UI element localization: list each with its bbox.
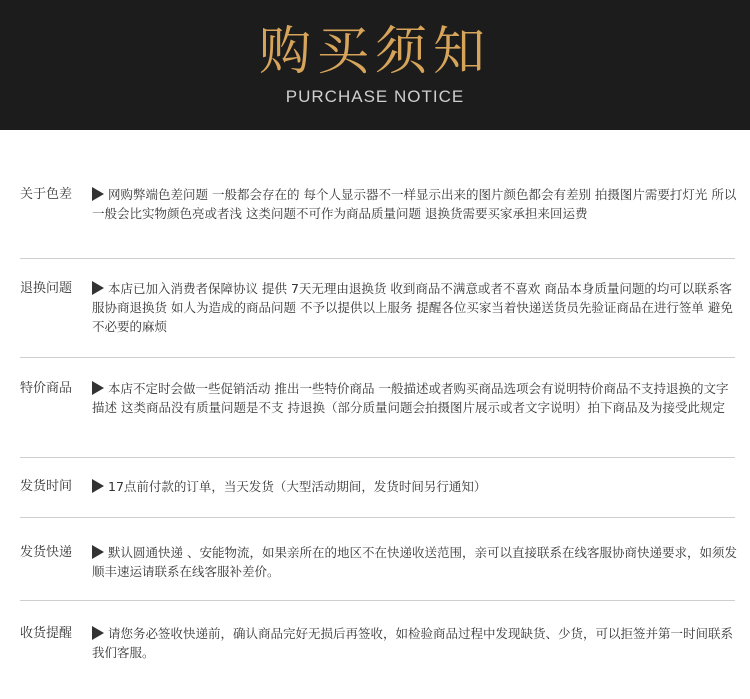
divider [20,258,735,259]
notice-text-block [92,477,738,496]
arrow-right-icon [92,281,104,295]
arrow-right-icon [92,545,104,559]
notice-label: 发货快递 [20,545,73,560]
notice-label: 退换问题 [20,281,73,296]
notice-text: 本店已加入消费者保障协议 提供 7天无理由退换货 收到商品不满意或者不喜欢 商品本身质量问题的均可以联系客服协商退换货 如人为造成的商品问题 不予以提供以上服务 提醒各位买家当着快递送货员先验证商品在进行签单 避免不必要的麻烦 [92,281,733,334]
notice-text-block [92,379,738,417]
arrow-right-icon [92,187,104,201]
divider [20,457,735,458]
arrow-right-icon [92,479,104,493]
page-title: 购买须知 [258,22,491,82]
page-subtitle: PURCHASE NOTICE [285,87,465,106]
notice-label: 收货提醒 [20,626,73,641]
arrow-right-icon [92,626,104,640]
notice-text: 请您务必签收快递前，确认商品完好无损后再签收，如检验商品过程中发现缺货、少货，可以拒签并第一时间联系我们客服。 [92,626,734,660]
divider [20,517,735,518]
notice-text-block [92,185,738,223]
notice-text-block [92,279,738,336]
notice-label: 发货时间 [20,479,73,494]
notice-text: 17点前付款的订单，当天发货（大型活动期间，发货时间另行通知） [108,479,487,494]
notice-text-block [92,624,738,662]
notice-text: 本店不定时会做一些促销活动 推出一些特价商品 一般描述或者购买商品选项会有说明特价商品不支持退换的文字描述 这类商品没有质量问题是不支 持退换（部分质量问题会拍摄图片展示或者文字说明）拍下商品及为接受此规定 [92,381,729,415]
notice-text: 默认圆通快递 、安能物流，如果亲所在的地区不在快递收送范围，亲可以直接联系在线客服协商快递要求，如须发顺丰速运请联系在线客服补差价。 [92,545,737,579]
arrow-right-icon [92,381,104,395]
notice-text: 网购弊端色差问题 一般都会存在的 每个人显示器不一样显示出来的图片颜色都会有差别 拍摄图片需要打灯光 所以一般会比实物颜色亮或者浅 这类问题不可作为商品质量问题 退换货需要买家承担来回运费 [92,187,737,221]
divider [20,357,735,358]
notice-text-block [92,543,738,581]
divider [20,600,735,601]
notice-label: 特价商品 [20,381,73,396]
notice-label: 关于色差 [20,187,73,202]
notice-header [0,0,750,130]
